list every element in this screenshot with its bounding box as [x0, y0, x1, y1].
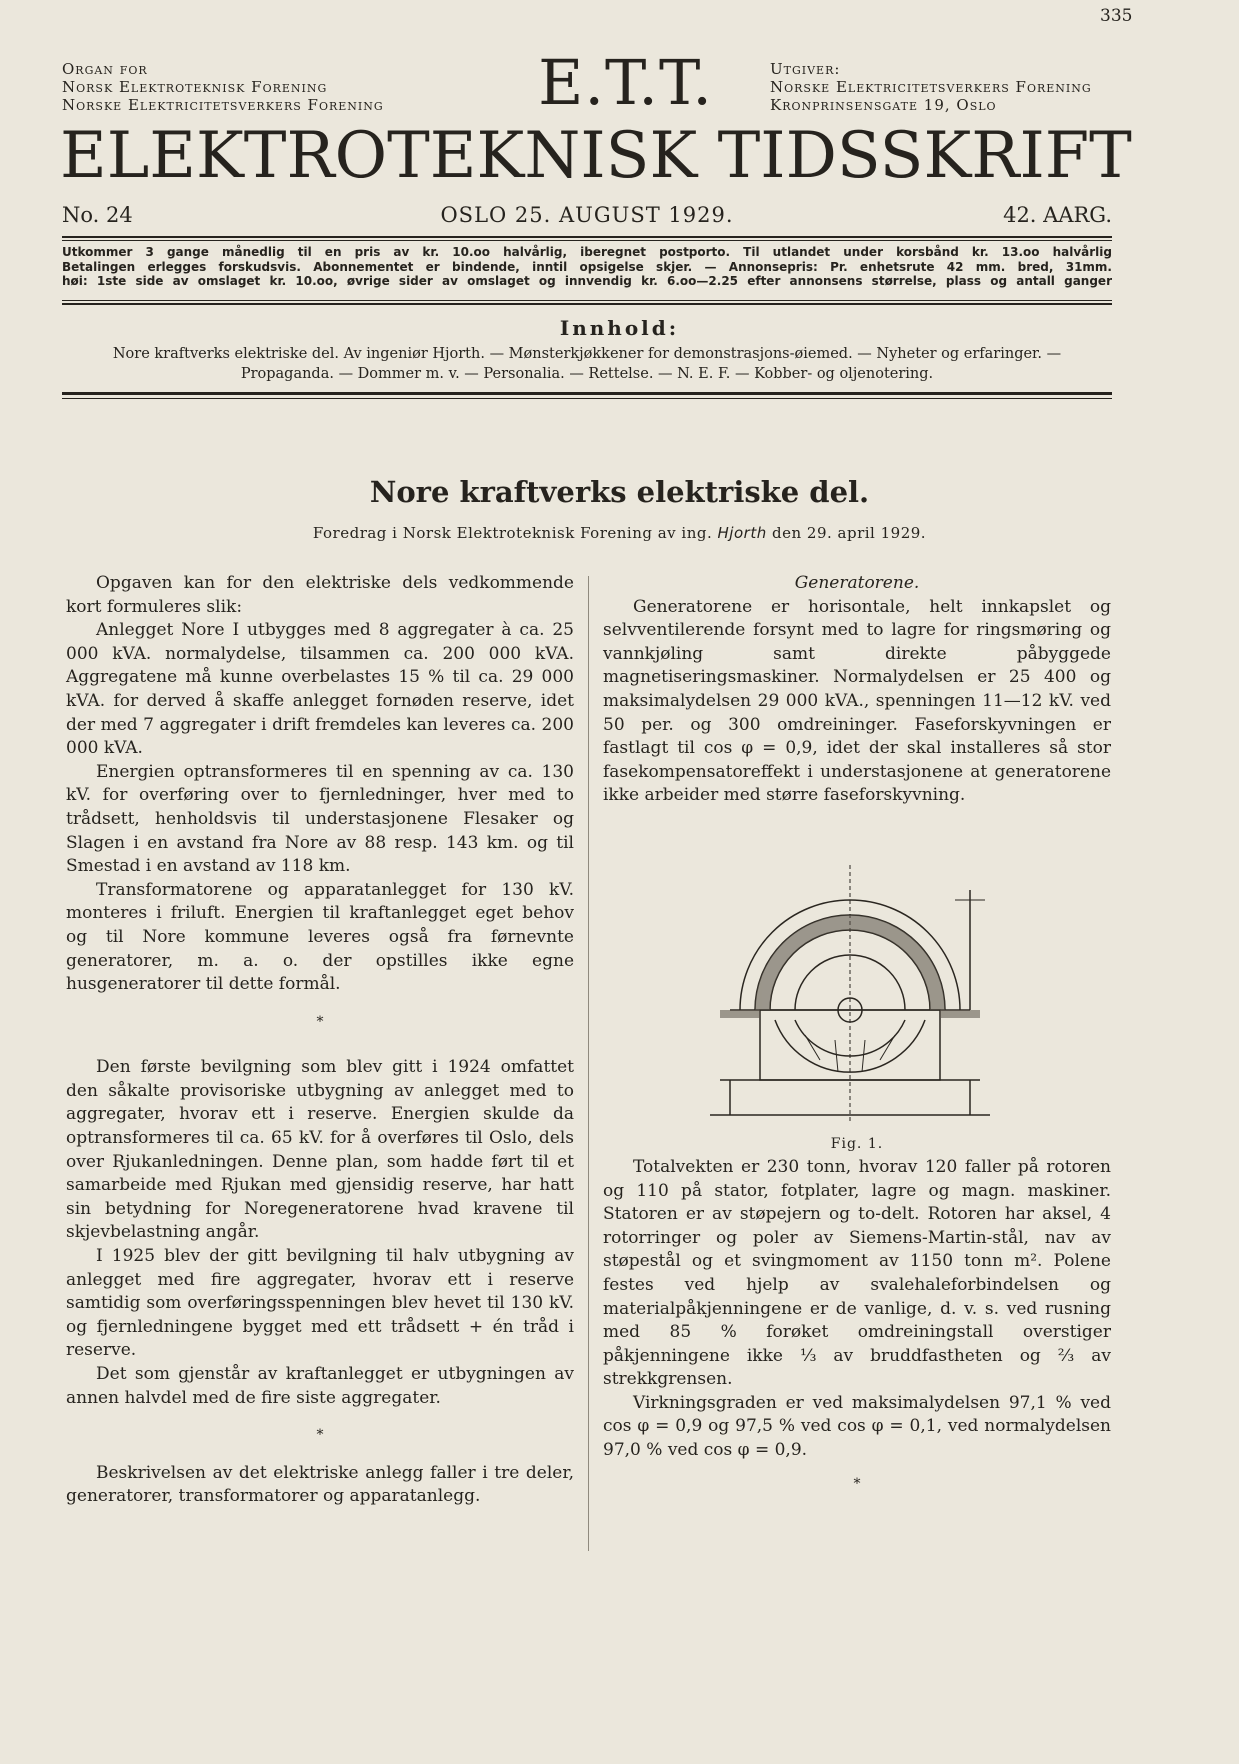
- byline-pre: Foredrag i Norsk Elektroteknisk Forening av ing.: [312, 524, 713, 542]
- paragraph: Transformatorene og apparatanlegget for 130 kV. monteres i friluft. Energien til kraftanlegget eget behov og til Nore kommune leveres også fra førnevnte generatorer, m. a. o. der opstilles ikke egne husgeneratorer til dette formål.: [66, 879, 574, 995]
- organ-label: Organ for: [62, 60, 148, 78]
- page-number: 335: [1100, 6, 1133, 26]
- ett-logo: E.T.T.: [538, 46, 713, 119]
- paragraph: Virkningsgraden er ved maksimalydelsen 97,1 % ved cos φ = 0,9 og 97,5 % ved cos φ = 0,1, ved normalydelsen 97,0 % ved cos φ = 0,9.: [603, 1392, 1111, 1461]
- paragraph: Det som gjenstår av kraftanlegget er utbygningen av annen halvdel med de fire siste aggregater.: [66, 1364, 574, 1408]
- publisher-name: Norske Elektricitetsverkers Forening: [770, 78, 1092, 96]
- organ-line-1: Norsk Elektroteknisk Forening: [62, 78, 328, 96]
- byline-author: Hjorth: [717, 524, 767, 542]
- generator-figure: [700, 860, 1000, 1125]
- section-separator: *: [316, 1427, 324, 1444]
- masthead-right: [770, 60, 1092, 114]
- rule-contents-thick: [62, 392, 1112, 395]
- contents-line: Propaganda. — Dommer m. v. — Personalia. — Rettelse. — N. E. F. — Kobber- og oljenotering.: [240, 366, 934, 382]
- paragraph: Anlegget Nore I utbygges med 8 aggregater à ca. 25 000 kVA. normalydelse, tilsammen ca. 200 000 kVA. Aggregatene må kunne overbelastes 15 % til ca. 29 000 kVA. for derved å skaffe anlegget fornøden reserve, idet der med 7 aggregater i drift fremdeles kan leveres ca. 200 000 kVA.: [66, 620, 574, 759]
- generator-drawing: [700, 860, 1000, 1125]
- subscription-notice: [62, 245, 1112, 289]
- issue-number: No. 24: [62, 203, 133, 227]
- paragraph: Opgaven kan for den elektriske dels vedkommende kort formuleres slik:: [66, 573, 574, 617]
- subscription-line: Utkommer 3 gange månedlig til en pris av kr. 10.oo halvårlig, iberegnet postporto. Til utlandet under korsbånd kr. 13.oo halvårlig: [62, 245, 1112, 259]
- paragraph: Generatorene er horisontale, helt innkapslet og selvventilerende forsynt med to lagre for ringsmøring og vannkjøling samt direkte påbyggede magnetiseringsmaskiner. Normalydelsen er 25 400 og maksimalydelsen 29 000 kVA., spenningen 11—12 kV. ved 50 per. og 300 omdreininger. Faseforskyvningen er fastlagt til cos φ = 0,9, idet der skal installeres så stor fasekompensatoreffekt i understasjonene at generatorene ikke arbeider med større faseforskyvning.: [603, 596, 1111, 806]
- section-heading: Generatorene.: [794, 573, 920, 593]
- organ-line-2: Norske Elektricitetsverkers Forening: [62, 96, 384, 114]
- section-separator: *: [853, 1475, 861, 1492]
- byline-post: den 29. april 1929.: [772, 524, 927, 542]
- contents-line: Nore kraftverks elektriske del. Av ingeniør Hjorth. — Mønsterkjøkkener for demonstrasjons-øiemed. — Nyheter og erfaringer. —: [112, 346, 1062, 362]
- column-divider: [588, 576, 589, 1551]
- journal-title: ELEKTROTEKNISK TIDSSKRIFT: [60, 119, 1132, 193]
- subscription-line: Betalingen erlegges forskudsvis. Abonnementet er bindende, inntil opsigelse skjer. — Annonsepris: Pr. enhetsrute 42 mm. bred, 31mm.: [62, 259, 1112, 274]
- rule-mid-thin: [62, 300, 1112, 301]
- rule-contents-thin: [62, 398, 1112, 399]
- rule-mid-thick: [62, 303, 1112, 305]
- place-date: OSLO 25. AUGUST 1929.: [440, 203, 734, 227]
- contents-list: [62, 344, 1112, 384]
- paragraph: Energien optransformeres til en spenning av ca. 130 kV. for overføring over to fjernledninger, hver med to trådsett, henholdsvis til understasjonene Flesaker og Slagen i en avstand fra Nore av 88 resp. 143 km. og til Smestad i en avstand av 118 km.: [66, 761, 574, 877]
- contents-heading: Innhold:: [559, 316, 680, 340]
- article-byline: [0, 524, 1239, 542]
- subscription-line: høi: 1ste side av omslaget kr. 10.oo, øvrige sider av omslaget og innvendig kr. 6.oo—2.25 efter annonsens størrelse, plass og antall ganger: [62, 274, 1112, 288]
- section-separator: *: [316, 1013, 324, 1030]
- paragraph: Beskrivelsen av det elektriske anlegg faller i tre deler, generatorer, transformatorer og apparatanlegg.: [66, 1462, 574, 1507]
- publisher-label: Utgiver:: [770, 60, 841, 78]
- volume: 42. AARG.: [1003, 203, 1112, 227]
- rule-top-thick: [62, 236, 1112, 238]
- publisher-address: Kronprinsensgate 19, Oslo: [770, 96, 997, 114]
- figure-caption: Fig. 1.: [830, 1136, 884, 1152]
- article-title: Nore kraftverks elektriske del.: [369, 475, 870, 509]
- left-column: [66, 572, 574, 1509]
- paragraph: I 1925 blev der gitt bevilgning til halv utbygning av anlegget med fire aggregater, hvorav ett i reserve samtidig som overføringsspenningen blev hevet til 130 kV. og fjernledningene bygget med ett trådsett + én tråd i reserve.: [66, 1246, 574, 1361]
- paragraph: Totalvekten er 230 tonn, hvorav 120 faller på rotoren og 110 på stator, fotplater, lagre og magn. maskiner. Statoren er av støpejern og to-delt. Rotoren har aksel, 4 rotorringer og poler av Siemens-Martin-stål, nav av støpestål og et svingmoment av 1150 tonn m². Polene festes ved hjelp av svalehaleforbindelsen og materialpåkjenningene er de vanlige, d. v. s. ved rusning med 85 % forøket omdreiningstall overstiger påkjenningene ikke ⅓ av bruddfastheten og ⅔ av strekkgrensen.: [603, 1156, 1111, 1390]
- paragraph: Den første bevilgning som blev gitt i 1924 omfattet den såkalte provisoriske utbygning av anlegget med to aggregater, hvorav ett i reserve. Energien skulde da optransformeres til ca. 65 kV. for å overføres til Oslo, dels over Rjukanledningen. Denne plan, som hadde ført til et samarbeide med Rjukan med gjensidig reserve, har hatt sin betydning for Noregeneratorene hvad kravene til skjevbelastning angår.: [66, 1057, 574, 1243]
- rule-top-thin: [62, 240, 1112, 241]
